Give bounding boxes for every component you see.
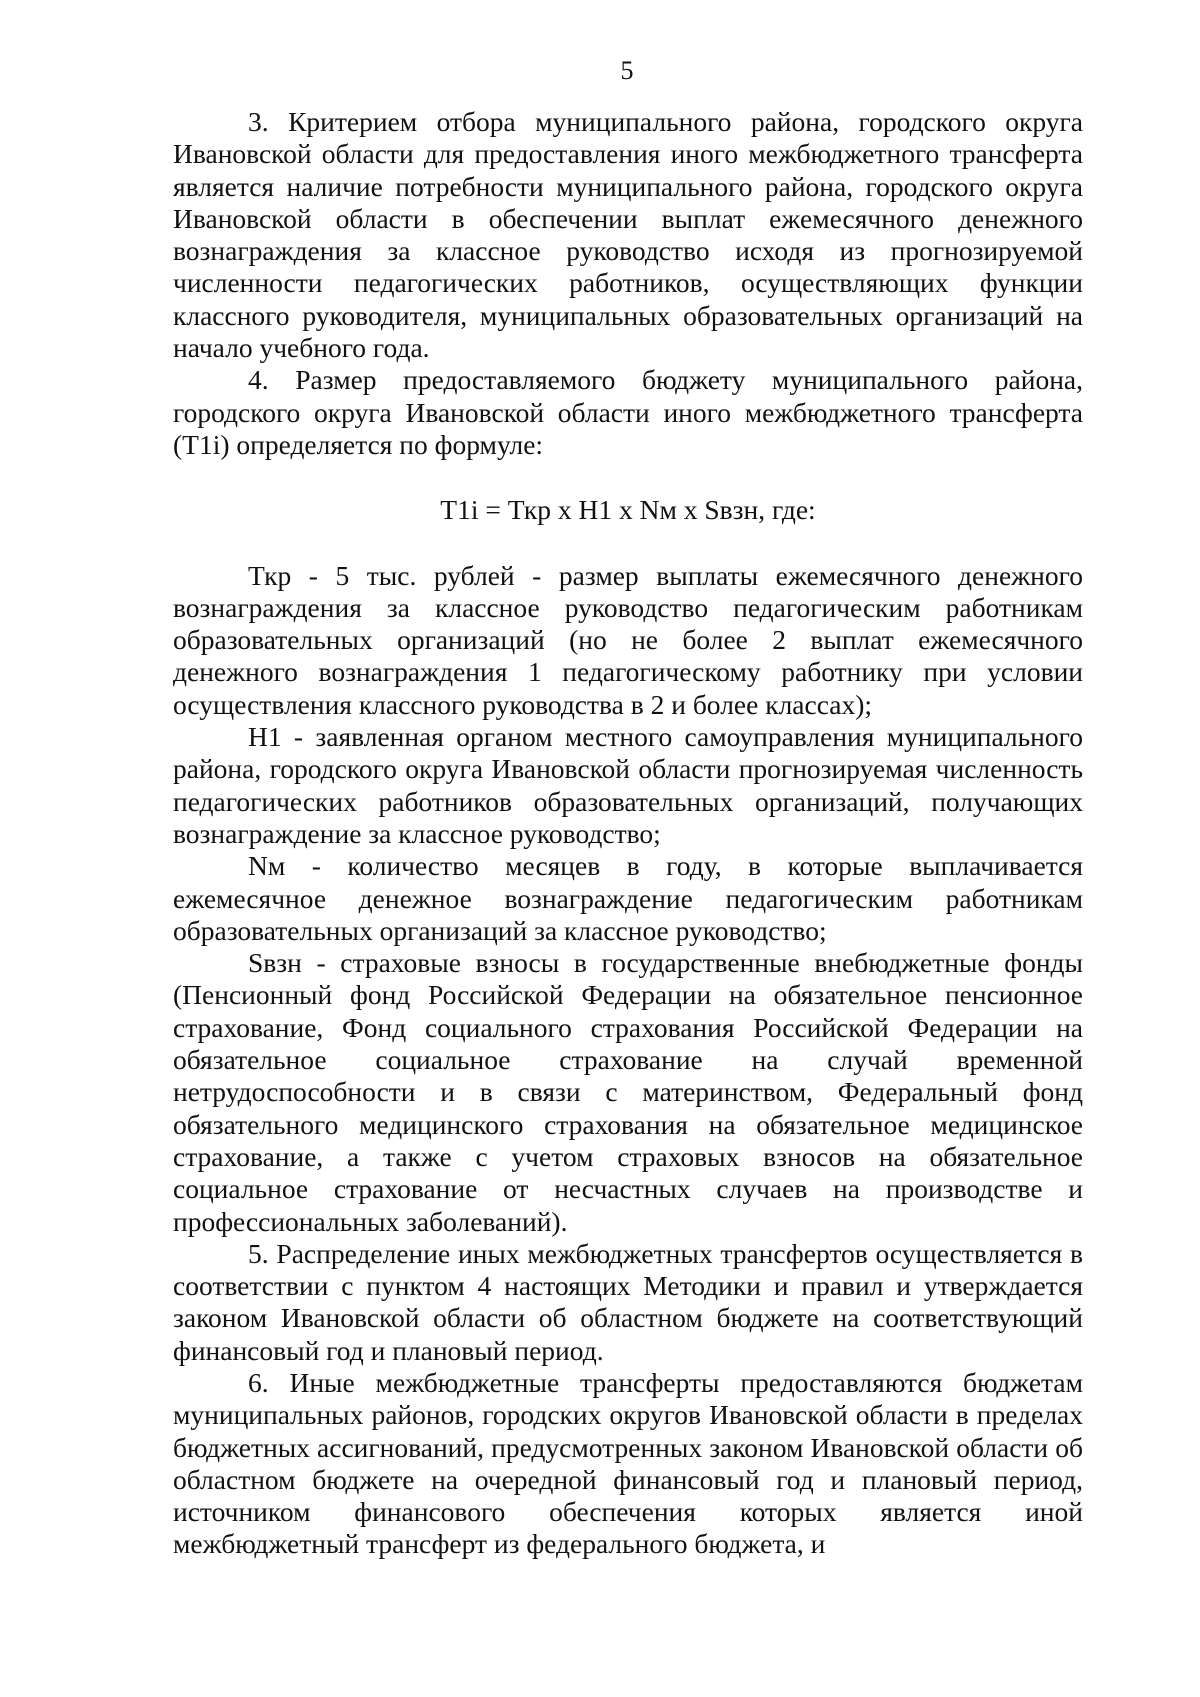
paragraph-4-transfer-size: 4. Размер предоставляемого бюджету муниципального района, городского округа Ивановской области иного межбюджетного трансферта (T1i) определяется по формуле: [173, 364, 1083, 460]
definition-nm: Nм - количество месяцев в году, в которые выплачивается ежемесячное денежное вознаграждение педагогическим работникам образовательных организаций за классное руководство; [173, 850, 1083, 946]
paragraph-5-distribution: 5. Распределение иных межбюджетных трансфертов осуществляется в соответствии с пунктом 4 настоящих Методики и правил и утверждается законом Ивановской области об областном бюджете на соответствующий финансовый год и плановый период. [173, 1237, 1083, 1366]
definition-h1: Н1 - заявленная органом местного самоуправления муниципального района, городского округа Ивановской области прогнозируемая численность педагогических работников образовательных организаций, получающих вознаграждение за классное руководство; [173, 721, 1083, 849]
transfer-formula: T1i = Ткр x Н1 x Nм x Sвзн, где: [440, 494, 816, 526]
definition-tkr: Ткр - 5 тыс. рублей - размер выплаты ежемесячного денежного вознаграждения за классное руководство педагогическим работникам образовательных организаций (но не более 2 выплат ежемесячного денежного вознаграждения 1 педагогическому работнику при условии осуществления классного руководства в 2 и более классах); [173, 559, 1083, 720]
definition-svzn: Sвзн - страховые взносы в государственные внебюджетные фонды (Пенсионный фонд Российской Федерации на обязательное пенсионное страхование, Фонд социального страхования Российской Федерации на обязательное социальное страхование на случай временной нетрудоспособности и в связи с материнством, Федеральный фонд обязательного медицинского страхования на обязательное медицинское страхование, а также с учетом страховых взносов на обязательное социальное страхование от несчастных случаев на производстве и профессиональных заболеваний). [173, 947, 1083, 1237]
paragraph-6-provision: 6. Иные межбюджетные трансферты предоставляются бюджетам муниципальных районов, городских округов Ивановской области в пределах бюджетных ассигнований, предусмотренных законом Ивановской области об областном бюджете на очередной финансовый год и плановый период, источником финансового обеспечения которых является иной межбюджетный трансферт из федерального бюджета, и [173, 1366, 1083, 1560]
document-body [173, 106, 1083, 1561]
paragraph-3-selection-criterion: 3. Критерием отбора муниципального района, городского округа Ивановской области для предоставления иного межбюджетного трансферта является наличие потребности муниципального района, городского округа Ивановской области в обеспечении выплат ежемесячного денежного вознаграждения за классное руководство исходя из прогнозируемой численности педагогических работников, осуществляющих функции классного руководителя, муниципальных образовательных организаций на начало учебного года. [173, 106, 1083, 364]
page-number: 5 [620, 56, 634, 85]
